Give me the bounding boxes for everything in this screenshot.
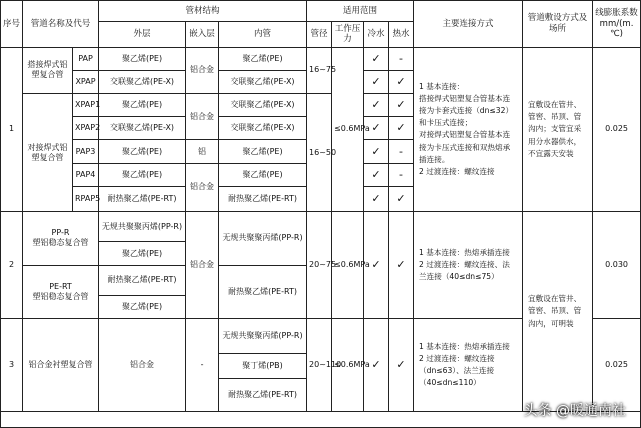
row3-name: 铝合金衬塑复合管: [23, 318, 99, 411]
row1-outer-5: 聚乙烯(PE): [99, 163, 186, 186]
header-expansion: 线膨胀系数 mm/(m.℃): [593, 1, 641, 48]
row2-inner-a: 无规共聚聚丙烯(PP-R): [219, 212, 307, 265]
row3-connection: 1 基本连接：热熔承插连接 2 过渡连接：螺纹连接（dn≤63）、法兰连接（40≤dn≤110）: [414, 318, 523, 411]
header-pressure: 工作压力: [332, 21, 364, 47]
check-mark: ✓: [389, 94, 414, 117]
row3-pressure: ≤0.6MPa: [332, 318, 364, 411]
check-mark: ✓: [364, 318, 389, 411]
check-mark: ✓: [364, 163, 389, 186]
row2-name-b: PE-RT 塑铝稳态复合管: [23, 265, 99, 318]
row3-inner-2: 聚丁烯(PB): [219, 353, 307, 379]
row1-inner-1: 交联聚乙烯(PE-X): [219, 70, 307, 93]
row2-seq: 2: [1, 212, 23, 319]
check-mark: ✓: [389, 70, 414, 93]
header-structure: 管材结构: [99, 1, 307, 22]
row1-outer-1: 交联聚乙烯(PE-X): [99, 70, 186, 93]
row3-seq: 3: [1, 318, 23, 411]
row1-expansion: 0.025: [593, 47, 641, 212]
row1-code-4: PAP3: [73, 140, 99, 163]
row1-code-0: PAP: [73, 47, 99, 70]
dash-mark: -: [389, 140, 414, 163]
row3-expansion: 0.025: [593, 318, 641, 411]
row2-outer-b1: 耐热聚乙烯(PE-RT): [99, 265, 186, 295]
row1-outer-6: 耐热聚乙烯(PE-RT): [99, 186, 186, 212]
row2-diameter: 20~75: [307, 212, 332, 319]
row3-inner-3: 耐热聚乙烯(PE-RT): [219, 379, 307, 411]
header-outer: 外层: [99, 21, 186, 47]
row1-outer-4: 聚乙烯(PE): [99, 140, 186, 163]
row3-inner-1: 无规共聚聚丙烯(PP-R): [219, 318, 307, 353]
row1-embed-b3: 铝合金: [186, 163, 219, 212]
row1-outer-0: 聚乙烯(PE): [99, 47, 186, 70]
header-connection: 主要连接方式: [414, 1, 523, 48]
header-laying: 管道敷设方式及场所: [523, 1, 593, 48]
row1-code-3: XPAP2: [73, 117, 99, 140]
row1-inner-0: 聚乙烯(PE): [219, 47, 307, 70]
row1-outer-3: 交联聚乙烯(PE-X): [99, 117, 186, 140]
row1-inner-2: 交联聚乙烯(PE-X): [219, 94, 307, 117]
header-seq: 序号: [1, 1, 23, 48]
row3-diameter: 20~110: [307, 318, 332, 411]
row1-code-1: XPAP: [73, 70, 99, 93]
header-cold: 冷水: [364, 21, 389, 47]
laying-rows-2-3: 宜敷设在管井、管窖、吊顶、管沟内，可明装: [523, 212, 593, 411]
header-diameter: 管径: [307, 21, 332, 47]
row2-embed: 铝合金: [186, 212, 219, 319]
row2-outer-a1: 无规共聚聚丙烯(PP-R): [99, 212, 186, 242]
row1-laying: 宜敷设在管井、管窖、吊顶、管沟内；支管宜采用分水器供水，不宜露天安装: [523, 47, 593, 212]
header-scope: 适用范围: [307, 1, 414, 22]
row2-connection: 1 基本连接：热熔承插连接 2 过渡连接：螺纹连接、法兰连接（40≤dn≤75）: [414, 212, 523, 319]
row1-seq: 1: [1, 47, 23, 212]
row1-code-5: PAP4: [73, 163, 99, 186]
check-mark: ✓: [389, 318, 414, 411]
row2-pressure: ≤0.6MPa: [332, 212, 364, 319]
row2-outer-b2: 聚乙烯(PE): [99, 295, 186, 318]
row1-embed-b2: 铝: [186, 140, 219, 163]
check-mark: ✓: [364, 94, 389, 117]
check-mark: ✓: [364, 140, 389, 163]
row1-embed-b1: 铝合金: [186, 94, 219, 140]
row1-group-a: 搭接焊式铝塑复合管: [23, 47, 73, 93]
row1-outer-2: 聚乙烯(PE): [99, 94, 186, 117]
check-mark: ✓: [364, 117, 389, 140]
dash-mark: -: [389, 163, 414, 186]
row3-embed: -: [186, 318, 219, 411]
header-embed: 嵌入层: [186, 21, 219, 47]
check-mark: ✓: [389, 117, 414, 140]
watermark: 头条 @暖通南社: [523, 403, 626, 419]
row1-group-b: 对接焊式铝塑复合管: [23, 94, 73, 212]
row1-diam-b: 16~50: [307, 94, 332, 212]
dash-mark: -: [389, 47, 414, 70]
row1-diam-a: 16~75: [307, 47, 332, 93]
header-hot: 热水: [389, 21, 414, 47]
row1-inner-6: 耐热聚乙烯(PE-RT): [219, 186, 307, 212]
row1-inner-4: 聚乙烯(PE): [219, 140, 307, 163]
row2-outer-a2: 聚乙烯(PE): [99, 242, 186, 265]
check-mark: ✓: [389, 212, 414, 319]
check-mark: ✓: [364, 186, 389, 212]
header-inner: 内管: [219, 21, 307, 47]
check-mark: ✓: [364, 70, 389, 93]
check-mark: ✓: [364, 212, 389, 319]
row1-connection: 1 基本连接： 搭接焊式铝塑复合管基本连接为卡套式连接（dn≤32）和卡压式连接； 对接焊式铝塑复合管基本连接为卡压式连接和双热熔承插连接。 2 过渡连接：螺纹连接: [414, 47, 523, 212]
row1-code-2: XPAP1: [73, 94, 99, 117]
row2-name-a: PP-R 塑铝稳态复合管: [23, 212, 99, 265]
row1-inner-5: 聚乙烯(PE): [219, 163, 307, 186]
row1-code-6: RPAP5: [73, 186, 99, 212]
check-mark: ✓: [364, 47, 389, 70]
header-name-code: 管道名称及代号: [23, 1, 99, 48]
row3-outer: 铝合金: [99, 318, 186, 411]
row1-pressure: ≤0.6MPa: [332, 47, 364, 212]
check-mark: ✓: [389, 186, 414, 212]
row1-embed-a: 铝合金: [186, 47, 219, 93]
row2-inner-b: 耐热聚乙烯(PE-RT): [219, 265, 307, 318]
row2-expansion: 0.030: [593, 212, 641, 319]
row1-inner-3: 交联聚乙烯(PE-X): [219, 117, 307, 140]
